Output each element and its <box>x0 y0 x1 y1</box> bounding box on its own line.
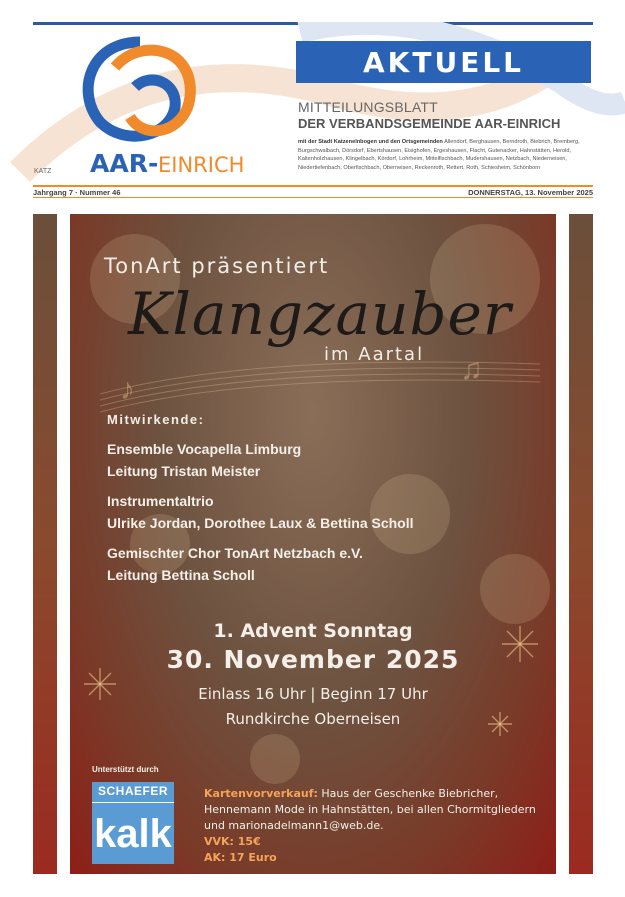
issue-date: DONNERSTAG, 13. November 2025 <box>468 187 593 197</box>
group-name: Gemischter Chor TonArt Netzbach e.V. <box>107 545 363 561</box>
group-detail: Leitung Bettina Scholl <box>107 567 255 583</box>
issue-number: Jahrgang 7 · Nummer 46 <box>33 187 121 197</box>
svg-text:EINRICH: EINRICH <box>158 153 245 177</box>
members-list: Allendorf, Berghausen, Berndroth, Biebrich, Bremberg, Burgschwalbach, Dörsdorf, Ebertshausen, Eisighofen, Ergeshausen, Flacht, Gutenacker, Hahnstätten, Herold, Kaltenholzhausen, Klingelbach, Kördorf, Lohrheim, Mittelfischbach, Mudershausen, Netzbach, Niederneisen, Niedertiefenbach, Oberfischbach, Oberneisen, Reckenroth, Rettert, Roth, Schiesheim, Schönborn <box>298 139 580 171</box>
svg-text:AAR-: AAR- <box>90 149 159 178</box>
banner-title: AKTUELL <box>362 45 524 79</box>
performer-group-2 <box>107 490 414 534</box>
group-name: Ensemble Vocapella Limburg <box>107 441 302 457</box>
presale-price: VVK: 15€ <box>204 835 261 848</box>
performer-group-1 <box>107 438 301 482</box>
event-time: Einlass 16 Uhr | Beginn 17 Uhr <box>198 685 428 703</box>
member-communities <box>298 138 594 172</box>
group-detail: Leitung Tristan Meister <box>107 463 261 479</box>
poster-subtitle: im Aartal <box>324 344 425 365</box>
sponsor-name-bottom: kalk <box>94 812 172 856</box>
ticket-info <box>204 786 544 866</box>
aar-einrich-logo <box>70 32 280 182</box>
aktuell-banner <box>296 41 591 83</box>
schaefer-kalk-logo <box>92 782 174 864</box>
snowflake-decoration <box>70 574 556 794</box>
group-name: Instrumentaltrio <box>107 493 214 509</box>
box-office-price: AK: 17 Euro <box>204 851 277 864</box>
performers-heading: Mitwirkende: <box>107 412 205 427</box>
left-poster-edge <box>33 214 57 874</box>
katz-label: KATZ <box>34 168 52 175</box>
newsletter-subtitle: DER VERBANDSGEMEINDE AAR-EINRICH <box>298 116 561 131</box>
sponsor-name-top: SCHAEFER <box>97 784 168 798</box>
group-detail: Ulrike Jordan, Dorothee Laux & Bettina Scholl <box>107 515 414 531</box>
event-location: Rundkirche Oberneisen <box>225 710 401 728</box>
right-poster-edge <box>569 214 593 874</box>
svg-text:♪: ♪ <box>120 373 135 406</box>
event-date: 30. November 2025 <box>166 645 460 674</box>
event-day: 1. Advent Sonntag <box>213 620 413 642</box>
issue-info-bar <box>33 185 593 198</box>
tickets-label: Kartenvorverkauf: <box>204 787 318 800</box>
supported-by-label: Unterstützt durch <box>92 765 159 774</box>
newsletter-title: MITTEILUNGSBLATT <box>298 99 438 115</box>
members-lead: mit der Stadt Katzenelnbogen und den Ortsgemeinden <box>298 139 443 145</box>
poster-title: Klangzauber <box>128 280 512 348</box>
tickets-text: Haus der Geschenke Biebricher, Hennemann Mode in Hahnstätten, bei allen Chormitgliedern und marionadelmann1@web.de. <box>204 787 536 832</box>
concert-poster <box>70 214 556 874</box>
poster-presents: TonArt präsentiert <box>104 254 330 278</box>
svg-text:♫: ♫ <box>460 353 483 386</box>
